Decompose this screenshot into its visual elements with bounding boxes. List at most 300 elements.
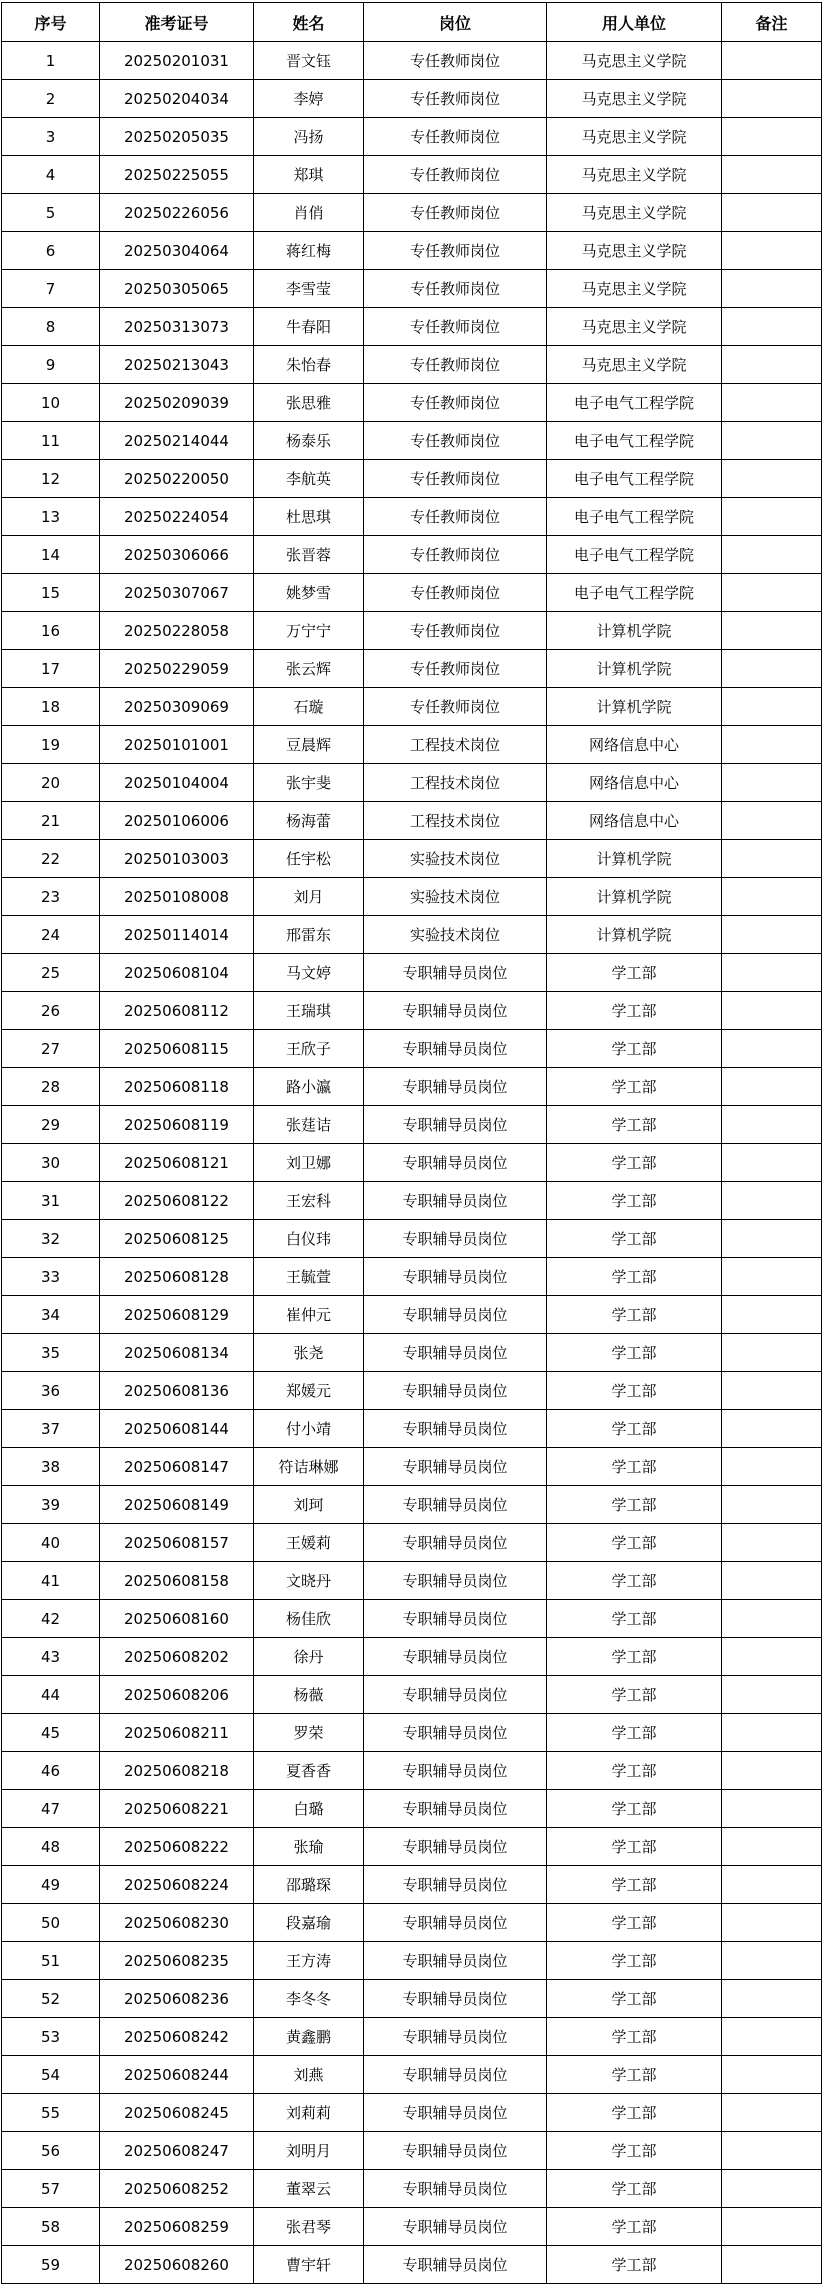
cell-position: 专任教师岗位 [364, 384, 547, 422]
cell-seq: 7 [2, 270, 100, 308]
table-row [2, 688, 822, 726]
cell-name: 罗荣 [254, 1714, 364, 1752]
cell-employer: 计算机学院 [547, 878, 722, 916]
cell-seq: 17 [2, 650, 100, 688]
cell-name: 文晓丹 [254, 1562, 364, 1600]
candidate-list-table [1, 2, 822, 2284]
cell-exam-id: 20250608206 [100, 1676, 254, 1714]
cell-name: 邵璐琛 [254, 1866, 364, 1904]
cell-remarks [722, 308, 822, 346]
cell-remarks [722, 1904, 822, 1942]
cell-seq: 29 [2, 1106, 100, 1144]
cell-name: 王方涛 [254, 1942, 364, 1980]
cell-exam-id: 20250608118 [100, 1068, 254, 1106]
cell-seq: 37 [2, 1410, 100, 1448]
header-employer: 用人单位 [547, 3, 722, 42]
cell-employer: 学工部 [547, 1676, 722, 1714]
cell-position: 专任教师岗位 [364, 42, 547, 80]
table-row [2, 1410, 822, 1448]
cell-employer: 学工部 [547, 1372, 722, 1410]
cell-seq: 11 [2, 422, 100, 460]
cell-employer: 电子电气工程学院 [547, 536, 722, 574]
cell-position: 专任教师岗位 [364, 156, 547, 194]
cell-remarks [722, 384, 822, 422]
cell-seq: 43 [2, 1638, 100, 1676]
cell-employer: 学工部 [547, 2094, 722, 2132]
cell-remarks [722, 1182, 822, 1220]
cell-position: 实验技术岗位 [364, 916, 547, 954]
cell-seq: 36 [2, 1372, 100, 1410]
cell-exam-id: 20250305065 [100, 270, 254, 308]
cell-exam-id: 20250304064 [100, 232, 254, 270]
cell-exam-id: 20250201031 [100, 42, 254, 80]
cell-name: 李冬冬 [254, 1980, 364, 2018]
cell-position: 专任教师岗位 [364, 650, 547, 688]
cell-position: 专职辅导员岗位 [364, 1790, 547, 1828]
cell-seq: 28 [2, 1068, 100, 1106]
table-row [2, 42, 822, 80]
cell-name: 刘莉莉 [254, 2094, 364, 2132]
cell-remarks [722, 1486, 822, 1524]
cell-exam-id: 20250608224 [100, 1866, 254, 1904]
table-row [2, 194, 822, 232]
cell-name: 夏香香 [254, 1752, 364, 1790]
cell-exam-id: 20250608129 [100, 1296, 254, 1334]
cell-exam-id: 20250608221 [100, 1790, 254, 1828]
cell-exam-id: 20250608244 [100, 2056, 254, 2094]
cell-employer: 电子电气工程学院 [547, 422, 722, 460]
cell-remarks [722, 498, 822, 536]
table-row [2, 726, 822, 764]
cell-exam-id: 20250608245 [100, 2094, 254, 2132]
cell-remarks [722, 878, 822, 916]
cell-remarks [722, 612, 822, 650]
cell-exam-id: 20250608202 [100, 1638, 254, 1676]
table-row [2, 840, 822, 878]
cell-exam-id: 20250204034 [100, 80, 254, 118]
table-row [2, 1144, 822, 1182]
cell-employer: 学工部 [547, 1866, 722, 1904]
cell-name: 任宇松 [254, 840, 364, 878]
cell-position: 专职辅导员岗位 [364, 1562, 547, 1600]
cell-position: 实验技术岗位 [364, 878, 547, 916]
cell-position: 专任教师岗位 [364, 80, 547, 118]
cell-remarks [722, 118, 822, 156]
table-row [2, 764, 822, 802]
cell-exam-id: 20250608147 [100, 1448, 254, 1486]
cell-seq: 25 [2, 954, 100, 992]
table-row [2, 1676, 822, 1714]
cell-employer: 计算机学院 [547, 916, 722, 954]
cell-exam-id: 20250608211 [100, 1714, 254, 1752]
cell-seq: 50 [2, 1904, 100, 1942]
cell-position: 专职辅导员岗位 [364, 2018, 547, 2056]
cell-position: 工程技术岗位 [364, 726, 547, 764]
cell-name: 白仪玮 [254, 1220, 364, 1258]
cell-employer: 电子电气工程学院 [547, 460, 722, 498]
cell-seq: 55 [2, 2094, 100, 2132]
cell-employer: 马克思主义学院 [547, 270, 722, 308]
cell-name: 牛春阳 [254, 308, 364, 346]
cell-remarks [722, 1524, 822, 1562]
cell-name: 崔仲元 [254, 1296, 364, 1334]
cell-exam-id: 20250228058 [100, 612, 254, 650]
cell-name: 李雪莹 [254, 270, 364, 308]
table-row [2, 1486, 822, 1524]
cell-remarks [722, 2246, 822, 2284]
cell-employer: 学工部 [547, 2246, 722, 2284]
cell-employer: 学工部 [547, 1524, 722, 1562]
header-seq: 序号 [2, 3, 100, 42]
table-row [2, 878, 822, 916]
cell-employer: 学工部 [547, 1790, 722, 1828]
table-row [2, 1524, 822, 1562]
cell-name: 朱怡春 [254, 346, 364, 384]
cell-seq: 12 [2, 460, 100, 498]
cell-name: 邢雷东 [254, 916, 364, 954]
table-row [2, 460, 822, 498]
cell-position: 专任教师岗位 [364, 688, 547, 726]
cell-exam-id: 20250608128 [100, 1258, 254, 1296]
cell-remarks [722, 916, 822, 954]
table-row [2, 1182, 822, 1220]
cell-remarks [722, 2132, 822, 2170]
table-row [2, 574, 822, 612]
cell-seq: 1 [2, 42, 100, 80]
table-row [2, 422, 822, 460]
cell-exam-id: 20250226056 [100, 194, 254, 232]
cell-exam-id: 20250106006 [100, 802, 254, 840]
cell-seq: 38 [2, 1448, 100, 1486]
cell-remarks [722, 1296, 822, 1334]
cell-position: 专任教师岗位 [364, 118, 547, 156]
table-row [2, 308, 822, 346]
cell-exam-id: 20250225055 [100, 156, 254, 194]
cell-seq: 39 [2, 1486, 100, 1524]
table-row [2, 1030, 822, 1068]
table-row [2, 650, 822, 688]
cell-employer: 马克思主义学院 [547, 118, 722, 156]
cell-name: 王欣子 [254, 1030, 364, 1068]
cell-seq: 31 [2, 1182, 100, 1220]
cell-employer: 学工部 [547, 1220, 722, 1258]
cell-remarks [722, 954, 822, 992]
cell-position: 专任教师岗位 [364, 308, 547, 346]
table-row [2, 1334, 822, 1372]
table-row [2, 2018, 822, 2056]
cell-remarks [722, 1030, 822, 1068]
cell-seq: 2 [2, 80, 100, 118]
cell-employer: 马克思主义学院 [547, 308, 722, 346]
cell-exam-id: 20250608236 [100, 1980, 254, 2018]
cell-name: 徐丹 [254, 1638, 364, 1676]
cell-name: 刘月 [254, 878, 364, 916]
cell-seq: 23 [2, 878, 100, 916]
cell-name: 刘卫娜 [254, 1144, 364, 1182]
cell-seq: 8 [2, 308, 100, 346]
cell-position: 专职辅导员岗位 [364, 1676, 547, 1714]
table-row [2, 992, 822, 1030]
cell-remarks [722, 726, 822, 764]
cell-remarks [722, 1220, 822, 1258]
cell-employer: 学工部 [547, 2132, 722, 2170]
cell-name: 王瑞琪 [254, 992, 364, 1030]
cell-employer: 学工部 [547, 2056, 722, 2094]
table-row [2, 536, 822, 574]
table-row [2, 2246, 822, 2284]
table-row [2, 1714, 822, 1752]
cell-exam-id: 20250608136 [100, 1372, 254, 1410]
cell-remarks [722, 1562, 822, 1600]
cell-name: 白璐 [254, 1790, 364, 1828]
cell-remarks [722, 1828, 822, 1866]
cell-name: 蒋红梅 [254, 232, 364, 270]
cell-name: 张宇斐 [254, 764, 364, 802]
header-position: 岗位 [364, 3, 547, 42]
cell-remarks [722, 1980, 822, 2018]
cell-employer: 学工部 [547, 1296, 722, 1334]
cell-employer: 学工部 [547, 1980, 722, 2018]
cell-remarks [722, 992, 822, 1030]
header-name: 姓名 [254, 3, 364, 42]
cell-position: 专职辅导员岗位 [364, 1030, 547, 1068]
cell-name: 黄鑫鹏 [254, 2018, 364, 2056]
cell-position: 专职辅导员岗位 [364, 1638, 547, 1676]
cell-seq: 6 [2, 232, 100, 270]
cell-employer: 网络信息中心 [547, 726, 722, 764]
cell-employer: 网络信息中心 [547, 802, 722, 840]
cell-position: 工程技术岗位 [364, 764, 547, 802]
cell-employer: 学工部 [547, 1904, 722, 1942]
cell-exam-id: 20250608158 [100, 1562, 254, 1600]
cell-remarks [722, 1752, 822, 1790]
cell-seq: 32 [2, 1220, 100, 1258]
cell-name: 符诘琳娜 [254, 1448, 364, 1486]
cell-employer: 马克思主义学院 [547, 232, 722, 270]
cell-name: 姚梦雪 [254, 574, 364, 612]
cell-seq: 19 [2, 726, 100, 764]
cell-seq: 40 [2, 1524, 100, 1562]
cell-position: 专任教师岗位 [364, 498, 547, 536]
cell-remarks [722, 1372, 822, 1410]
cell-remarks [722, 42, 822, 80]
cell-employer: 计算机学院 [547, 650, 722, 688]
cell-employer: 学工部 [547, 1828, 722, 1866]
cell-name: 张晋蓉 [254, 536, 364, 574]
cell-seq: 47 [2, 1790, 100, 1828]
cell-exam-id: 20250214044 [100, 422, 254, 460]
cell-position: 专职辅导员岗位 [364, 1144, 547, 1182]
cell-exam-id: 20250608235 [100, 1942, 254, 1980]
cell-name: 万宁宁 [254, 612, 364, 650]
cell-position: 专职辅导员岗位 [364, 2170, 547, 2208]
cell-position: 专职辅导员岗位 [364, 1220, 547, 1258]
cell-remarks [722, 764, 822, 802]
cell-name: 杜思琪 [254, 498, 364, 536]
header-exam-id: 准考证号 [100, 3, 254, 42]
table-row [2, 1638, 822, 1676]
cell-position: 专任教师岗位 [364, 194, 547, 232]
cell-remarks [722, 80, 822, 118]
cell-position: 专任教师岗位 [364, 574, 547, 612]
cell-position: 专职辅导员岗位 [364, 1258, 547, 1296]
cell-position: 专职辅导员岗位 [364, 1372, 547, 1410]
cell-position: 专职辅导员岗位 [364, 1296, 547, 1334]
cell-seq: 59 [2, 2246, 100, 2284]
cell-remarks [722, 574, 822, 612]
cell-position: 专职辅导员岗位 [364, 1068, 547, 1106]
cell-remarks [722, 1258, 822, 1296]
cell-exam-id: 20250608104 [100, 954, 254, 992]
cell-employer: 电子电气工程学院 [547, 384, 722, 422]
cell-remarks [722, 840, 822, 878]
cell-position: 专职辅导员岗位 [364, 1828, 547, 1866]
cell-exam-id: 20250307067 [100, 574, 254, 612]
cell-exam-id: 20250101001 [100, 726, 254, 764]
cell-position: 专职辅导员岗位 [364, 1410, 547, 1448]
table-row [2, 2094, 822, 2132]
cell-position: 专职辅导员岗位 [364, 1752, 547, 1790]
cell-name: 王媛莉 [254, 1524, 364, 1562]
cell-seq: 22 [2, 840, 100, 878]
cell-remarks [722, 232, 822, 270]
table-row [2, 1562, 822, 1600]
table-row [2, 1980, 822, 2018]
cell-remarks [722, 2018, 822, 2056]
cell-name: 石璇 [254, 688, 364, 726]
cell-employer: 学工部 [547, 1562, 722, 1600]
cell-remarks [722, 650, 822, 688]
header-remarks: 备注 [722, 3, 822, 42]
cell-seq: 21 [2, 802, 100, 840]
cell-remarks [722, 688, 822, 726]
cell-seq: 27 [2, 1030, 100, 1068]
cell-seq: 24 [2, 916, 100, 954]
cell-seq: 57 [2, 2170, 100, 2208]
cell-remarks [722, 1410, 822, 1448]
cell-seq: 56 [2, 2132, 100, 2170]
cell-position: 工程技术岗位 [364, 802, 547, 840]
cell-exam-id: 20250220050 [100, 460, 254, 498]
table-row [2, 1752, 822, 1790]
cell-seq: 49 [2, 1866, 100, 1904]
cell-exam-id: 20250608242 [100, 2018, 254, 2056]
cell-name: 马文婷 [254, 954, 364, 992]
table-row [2, 232, 822, 270]
cell-remarks [722, 1790, 822, 1828]
cell-position: 专职辅导员岗位 [364, 2208, 547, 2246]
cell-position: 专职辅导员岗位 [364, 1600, 547, 1638]
cell-employer: 学工部 [547, 1144, 722, 1182]
cell-seq: 41 [2, 1562, 100, 1600]
cell-exam-id: 20250608115 [100, 1030, 254, 1068]
cell-employer: 电子电气工程学院 [547, 498, 722, 536]
table-row [2, 1790, 822, 1828]
table-row [2, 2056, 822, 2094]
cell-name: 杨薇 [254, 1676, 364, 1714]
cell-remarks [722, 2056, 822, 2094]
cell-employer: 学工部 [547, 1182, 722, 1220]
cell-remarks [722, 1942, 822, 1980]
table-row [2, 1828, 822, 1866]
cell-seq: 14 [2, 536, 100, 574]
cell-seq: 5 [2, 194, 100, 232]
cell-exam-id: 20250608260 [100, 2246, 254, 2284]
cell-remarks [722, 536, 822, 574]
cell-employer: 网络信息中心 [547, 764, 722, 802]
cell-exam-id: 20250608125 [100, 1220, 254, 1258]
cell-employer: 学工部 [547, 992, 722, 1030]
cell-name: 王宏科 [254, 1182, 364, 1220]
cell-position: 专任教师岗位 [364, 270, 547, 308]
cell-exam-id: 20250608112 [100, 992, 254, 1030]
cell-employer: 学工部 [547, 1106, 722, 1144]
cell-remarks [722, 1448, 822, 1486]
cell-seq: 34 [2, 1296, 100, 1334]
cell-remarks [722, 194, 822, 232]
cell-employer: 学工部 [547, 1486, 722, 1524]
cell-remarks [722, 1144, 822, 1182]
cell-position: 专职辅导员岗位 [364, 2132, 547, 2170]
cell-position: 专职辅导员岗位 [364, 1182, 547, 1220]
cell-employer: 学工部 [547, 2170, 722, 2208]
cell-remarks [722, 1714, 822, 1752]
cell-name: 张瑜 [254, 1828, 364, 1866]
cell-position: 专任教师岗位 [364, 612, 547, 650]
cell-name: 付小靖 [254, 1410, 364, 1448]
cell-employer: 学工部 [547, 1030, 722, 1068]
cell-seq: 3 [2, 118, 100, 156]
cell-seq: 20 [2, 764, 100, 802]
cell-exam-id: 20250608160 [100, 1600, 254, 1638]
cell-employer: 学工部 [547, 2018, 722, 2056]
cell-remarks [722, 1866, 822, 1904]
cell-position: 专职辅导员岗位 [364, 1486, 547, 1524]
table-row [2, 1106, 822, 1144]
cell-exam-id: 20250114014 [100, 916, 254, 954]
cell-name: 郑琪 [254, 156, 364, 194]
cell-remarks [722, 1638, 822, 1676]
cell-remarks [722, 1106, 822, 1144]
cell-exam-id: 20250213043 [100, 346, 254, 384]
cell-exam-id: 20250608134 [100, 1334, 254, 1372]
cell-seq: 13 [2, 498, 100, 536]
cell-name: 李航英 [254, 460, 364, 498]
cell-seq: 30 [2, 1144, 100, 1182]
cell-employer: 学工部 [547, 1448, 722, 1486]
cell-seq: 54 [2, 2056, 100, 2094]
cell-remarks [722, 2208, 822, 2246]
cell-exam-id: 20250608259 [100, 2208, 254, 2246]
cell-employer: 学工部 [547, 1638, 722, 1676]
cell-remarks [722, 802, 822, 840]
table-row [2, 498, 822, 536]
table-row [2, 118, 822, 156]
cell-exam-id: 20250205035 [100, 118, 254, 156]
cell-exam-id: 20250309069 [100, 688, 254, 726]
cell-exam-id: 20250313073 [100, 308, 254, 346]
cell-employer: 学工部 [547, 1942, 722, 1980]
cell-position: 专职辅导员岗位 [364, 1334, 547, 1372]
cell-position: 专职辅导员岗位 [364, 1866, 547, 1904]
cell-remarks [722, 270, 822, 308]
cell-exam-id: 20250104004 [100, 764, 254, 802]
cell-position: 专任教师岗位 [364, 460, 547, 498]
cell-exam-id: 20250103003 [100, 840, 254, 878]
cell-seq: 45 [2, 1714, 100, 1752]
cell-name: 杨海蕾 [254, 802, 364, 840]
cell-employer: 学工部 [547, 1714, 722, 1752]
